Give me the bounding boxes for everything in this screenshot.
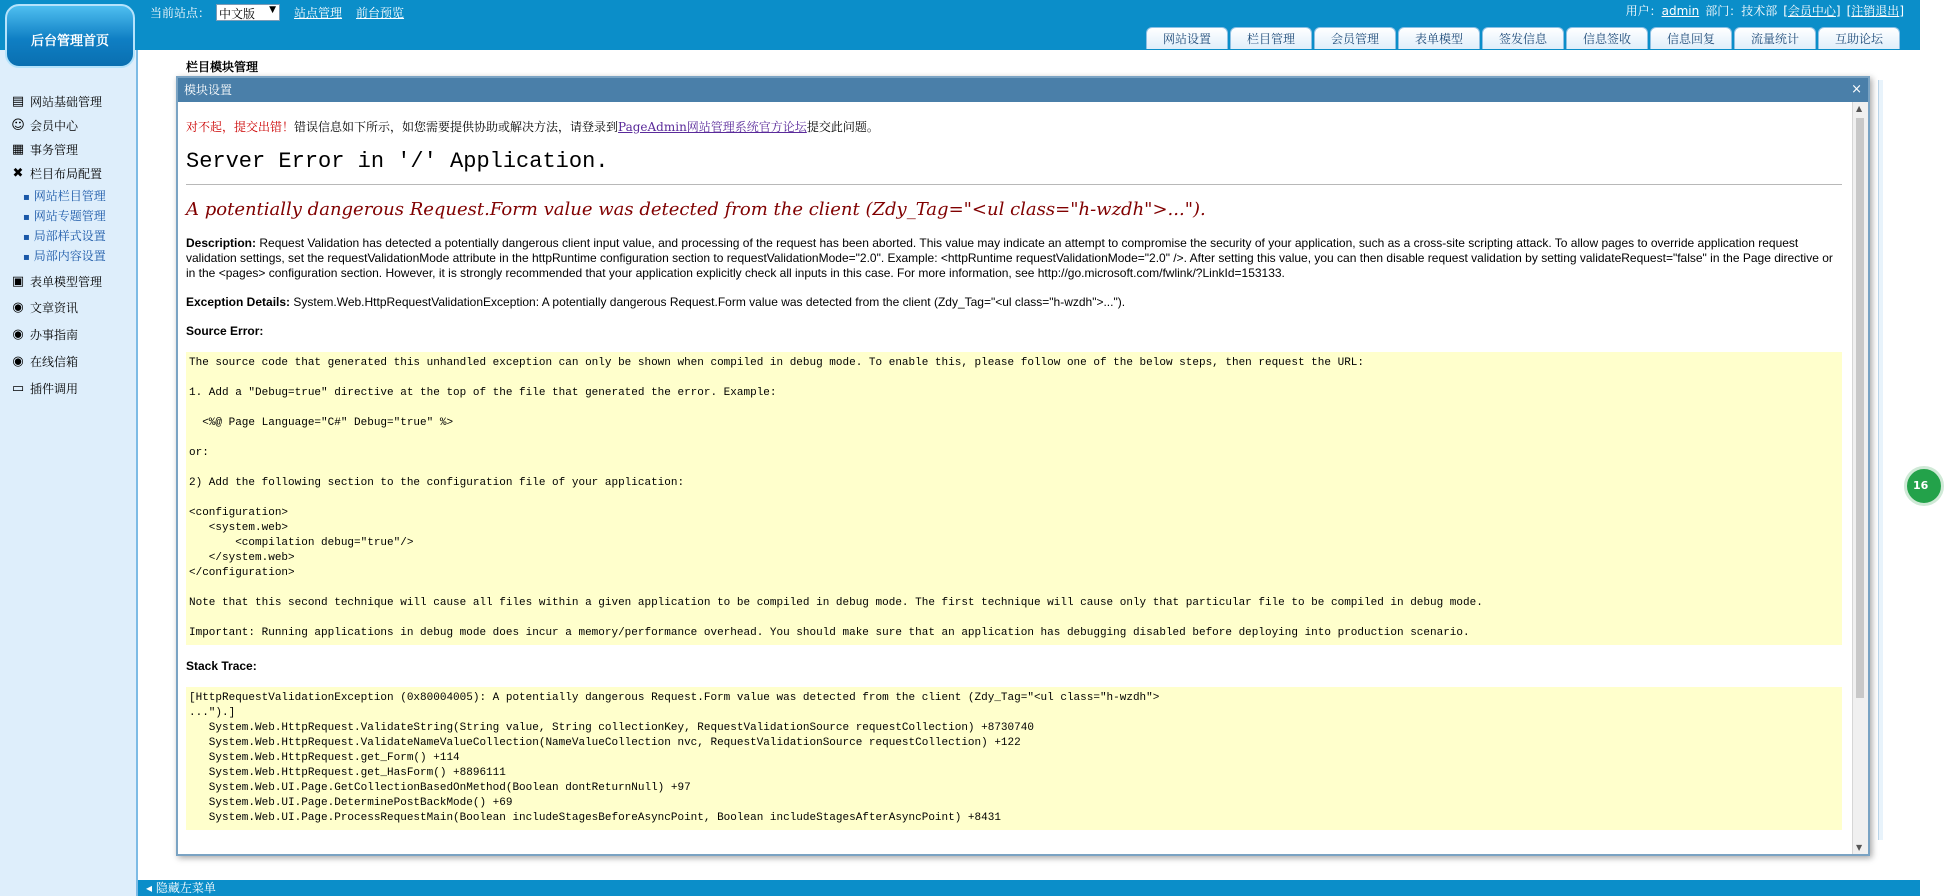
tab-form-model[interactable]: 表单模型 [1398,27,1480,49]
tab-site-settings[interactable]: 网站设置 [1146,27,1228,49]
top-tabs [1146,27,1900,49]
tab-info-receive[interactable]: 信息签收 [1566,27,1648,49]
sidebar-item-guide[interactable]: ◉ 办事指南 [10,321,106,348]
sidebar-item-mailbox[interactable]: ◉ 在线信箱 [10,348,106,375]
tab-traffic-stats[interactable]: 流量统计 [1734,27,1816,49]
forum-link[interactable]: PageAdmin网站管理系统官方论坛 [618,120,807,134]
sidebar-item-form-model[interactable]: ▣ 表单模型管理 [11,274,103,289]
tools-icon: ✖ [12,166,24,181]
user-label: 用户：admin [1625,4,1700,18]
sidebar-item-member-center[interactable]: ☺ 会员中心 [11,118,79,133]
admin-home-button[interactable]: 后台管理首页 [5,4,135,68]
tab-member-manage[interactable]: 会员管理 [1314,27,1396,49]
globe-icon: ◉ [12,326,24,342]
error-notice [186,118,1842,135]
site-select-value: 中文版 [219,6,256,21]
dialog-titlebar [178,78,1868,102]
source-error-code: The source code that generated this unhandled exception can only be shown when compiled in debug mode. To enable this, please follow one of the below steps, then request the URL: 1. Add a "Debug=true" directive at the top of the file that generated the error. Example: <%@ Page Language="C#" Debug="true" %> or: 2) Add the following section to the configuration file of your application: <configuration> <system.web> <compilation debug="true"/> </system.web> </configuration> Note that this second technique will cause all files within a given application to be compiled in debug mode. The first technique will cause only that particular file to be compiled in debug mode. Important: Running applications in debug mode does incur a memory/performance overhead. You should make sure that an application has debugging disabled before deploying into production scenario. [186,352,1842,645]
error-subheading: A potentially dangerous Request.Form value was detected from the client (Zdy_Tag="<ul class="h-wzdh">..."). [186,199,1206,220]
sidebar-item-layout-config[interactable]: ✖ 栏目布局配置 [10,162,106,186]
stack-trace-heading: Stack Trace: [186,659,257,673]
close-icon[interactable]: × [1851,82,1862,97]
module-settings-dialog [176,76,1870,856]
dialog-scrollbar[interactable] [1852,102,1868,854]
tab-issue-info[interactable]: 签发信息 [1482,27,1564,49]
site-manage-link[interactable]: 站点管理 [294,5,343,20]
sidebar-item-site-basic[interactable]: ▤ 网站基础管理 [11,94,103,109]
sidebar-subitem-topic-manage[interactable]: ▪ 网站专题管理 [23,209,106,223]
sidebar-item-affairs[interactable]: ▦ 事务管理 [11,142,79,157]
exception-details-paragraph: Exception Details: System.Web.HttpRequestValidationException: A potentially dangerous Request.Form value was detected from the client (Zdy_Tag="<ul class="h-wzdh">..."). [186,295,1126,309]
logout-link[interactable]: 注销退出 [1851,4,1900,18]
member-center-link[interactable]: 会员中心 [1787,4,1836,18]
triangle-left-icon: ◂ [146,881,153,895]
tab-info-reply[interactable]: 信息回复 [1650,27,1732,49]
hide-menu-toggle[interactable]: ◂ 隐藏左菜单 [146,881,216,895]
server-error-heading: Server Error in '/' Application. [186,149,609,174]
sidebar-subitem-style-settings[interactable]: ▪ 局部样式设置 [23,229,106,243]
users-icon: ☺ [11,118,25,133]
error-notice-tail: 提交此问题。 [806,120,879,134]
divider [186,184,1842,185]
source-error-heading: Source Error: [186,324,264,338]
bottom-bar [138,880,1920,896]
scroll-up-icon[interactable]: ▲ [1856,104,1863,113]
sidebar-item-plugins[interactable]: ▭ 插件调用 [11,380,79,396]
sidebar-item-articles[interactable]: ◉ 文章资讯 [10,294,106,321]
chevron-down-icon: ▼ [269,4,277,15]
form-icon: ▣ [11,274,25,289]
sidebar-subitem-content-settings[interactable]: ▪ 局部内容设置 [23,249,106,263]
error-notice-text: 错误信息如下所示，如您需要提供协助或解决方法，请登录到 [294,120,619,134]
sidebar [0,50,138,896]
dialog-title: 模块设置 [184,83,233,97]
site-label: 当前站点： [150,5,211,20]
user-bar: 用户：admin 部门：技术部 [会员中心] [注销退出] [1625,4,1904,18]
top-bar [0,0,1920,50]
globe-icon: ◉ [12,353,24,369]
scrollbar-thumb[interactable] [1856,118,1864,698]
frontend-preview-link[interactable]: 前台预览 [356,5,405,20]
monitor-icon: ▭ [11,380,25,396]
tab-forum[interactable]: 互助论坛 [1818,27,1900,49]
page-title: 栏目模块管理 [186,60,259,74]
background-panel-edge [1878,80,1883,840]
error-notice-title: 对不起，提交出错！ [186,120,295,134]
tasks-icon: ▦ [11,142,25,157]
scroll-down-icon[interactable]: ▼ [1856,843,1863,852]
dept-label: 部门：技术部 [1705,4,1778,18]
sidebar-menu [10,90,106,402]
globe-icon: ◉ [12,299,24,315]
floating-badge-button[interactable]: 16 [1904,466,1944,506]
server-icon: ▤ [11,94,25,109]
stack-trace-code: [HttpRequestValidationException (0x80004005): A potentially dangerous Request.Form value was detected from the client (Zdy_Tag="<ul class="h-wzdh"> ...").] System.Web.HttpRequest.ValidateString(String value, String collectionKey, RequestValidationSource requestCollection) +8730740 System.Web.HttpRequest.ValidateNameValueCollection(NameValueCollection nvc, RequestValidationSource requestCollection) +122 System.Web.HttpRequest.get_Form() +114 System.Web.HttpRequest.get_HasForm() +8896111 System.Web.UI.Page.GetCollectionBasedOnMethod(Boolean dontReturnNull) +97 System.Web.UI.Page.DeterminePostBackMode() +69 System.Web.UI.Page.ProcessRequestMain(Boolean includeStagesBeforeAsyncPoint, Boolean includeStagesAfterAsyncPoint) +8431 [186,687,1842,830]
site-selector-bar [150,2,404,22]
sidebar-subitem-column-manage[interactable]: ▪ 网站栏目管理 [23,189,106,203]
user-name-link[interactable]: admin [1661,4,1700,18]
description-paragraph: Description: Request Validation has detected a potentially dangerous client input value, and processing of the request has been aborted. This value may indicate an attempt to compromise the security of your application, such as a cross-site scripting attack. To allow pages to override application request validation settings, set the requestValidationMode attribute in the httpRuntime configuration section to requestValidationMode="2.0". Example: <httpRuntime requestValidationMode="2.0" />. After setting this value, you can then disable request validation by setting validateRequest="false" in the Page directive or in the <pages> configuration section. However, it is strongly recommended that your application explicitly check all inputs in this case. For more information, see http://go.microsoft.com/fwlink/?LinkId=153133. [186,236,1833,280]
site-select[interactable] [216,4,280,21]
tab-column-manage[interactable]: 栏目管理 [1230,27,1312,49]
dialog-body [178,102,1850,854]
